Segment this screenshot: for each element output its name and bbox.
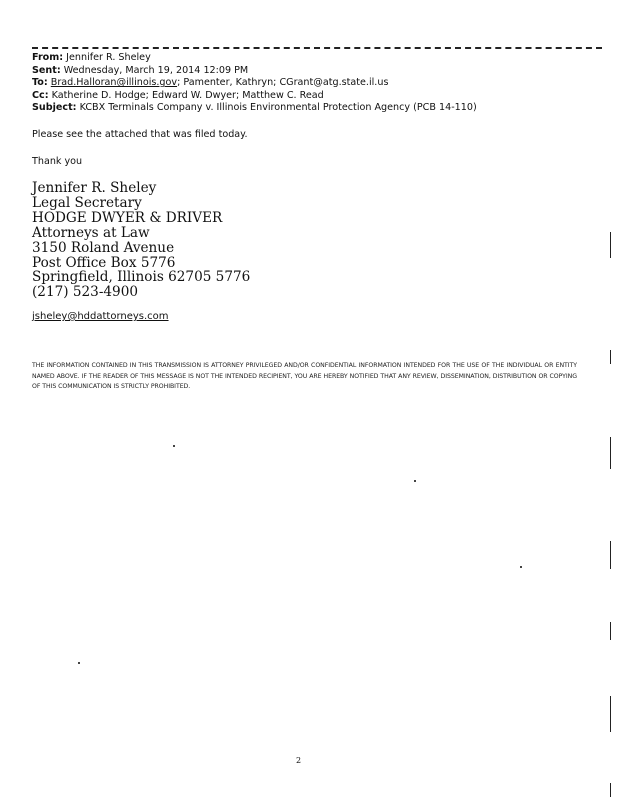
sent-label: Sent: [32,64,61,76]
signature-block [32,181,250,300]
signature-street: 3150 Roland Avenue [32,239,175,256]
scan-margin-mark [610,541,611,569]
scan-margin-mark [610,696,611,732]
to-label: To: [32,77,48,89]
header-divider [32,47,602,49]
scan-margin-mark [610,437,611,469]
signature-po-box: Post Office Box 5776 [32,254,176,271]
scan-margin-mark [610,783,611,797]
signature-phone: (217) 523-4900 [32,284,139,301]
confidentiality-disclaimer: THE INFORMATION CONTAINED IN THIS TRANSMISSION IS ATTORNEY PRIVILEGED AND/OR CONFIDENTIAL INFORMATION INTENDED FOR THE USE OF THE INDIVIDUAL OR ENTITY NAMED ABOVE. IF THE READER OF THIS MESSAGE IS NOT THE INTENDED RECIPIENT, YOU ARE HEREBY NOTIFIED THAT ANY REVIEW, DISSEMINATION, DISTRIBUTION OR COPYING OF THIS COMMUNICATION IS STRICTLY PROHIBITED. [32,362,577,390]
to-email-link[interactable]: Brad.Halloran@illinois.gov [50,77,178,89]
sent-row [32,65,477,78]
body-line-1: Please see the attached that was filed today. [32,129,248,140]
scan-speck [520,566,522,568]
cc-row [32,90,477,103]
page-number: 2 [296,756,302,765]
scan-margin-mark [610,350,611,364]
to-rest: ; Pamenter, Kathryn; CGrant@atg.state.il.us [177,77,389,89]
subject-row [32,102,477,115]
body-line-2: Thank you [32,156,83,167]
scan-margin-mark [610,232,611,258]
signature-firm-sub: Attorneys at Law [32,224,150,241]
sent-value: Wednesday, March 19, 2014 12:09 PM [63,64,249,76]
signature-title: Legal Secretary [32,194,142,211]
signature-name: Jennifer R. Sheley [32,180,157,196]
scan-margin-mark [610,622,611,640]
scan-speck [414,480,416,482]
signature-email-link[interactable]: jsheley@hddattorneys.com [32,311,169,322]
to-row [32,77,477,90]
scan-speck [78,662,80,664]
signature-firm: HODGE DWYER & DRIVER [32,209,223,226]
from-row [32,52,477,65]
cc-value: Katherine D. Hodge; Edward W. Dwyer; Matthew C. Read [51,89,324,101]
from-label: From: [32,52,64,63]
cc-label: Cc: [32,89,49,101]
scan-speck [173,445,175,447]
subject-value: KCBX Terminals Company v. Illinois Environmental Protection Agency (PCB 14-110) [79,102,477,114]
signature-city: Springfield, Illinois 62705 5776 [32,269,251,286]
from-value: Jennifer R. Sheley [66,52,151,63]
email-header [32,52,477,115]
subject-label: Subject: [32,102,77,114]
